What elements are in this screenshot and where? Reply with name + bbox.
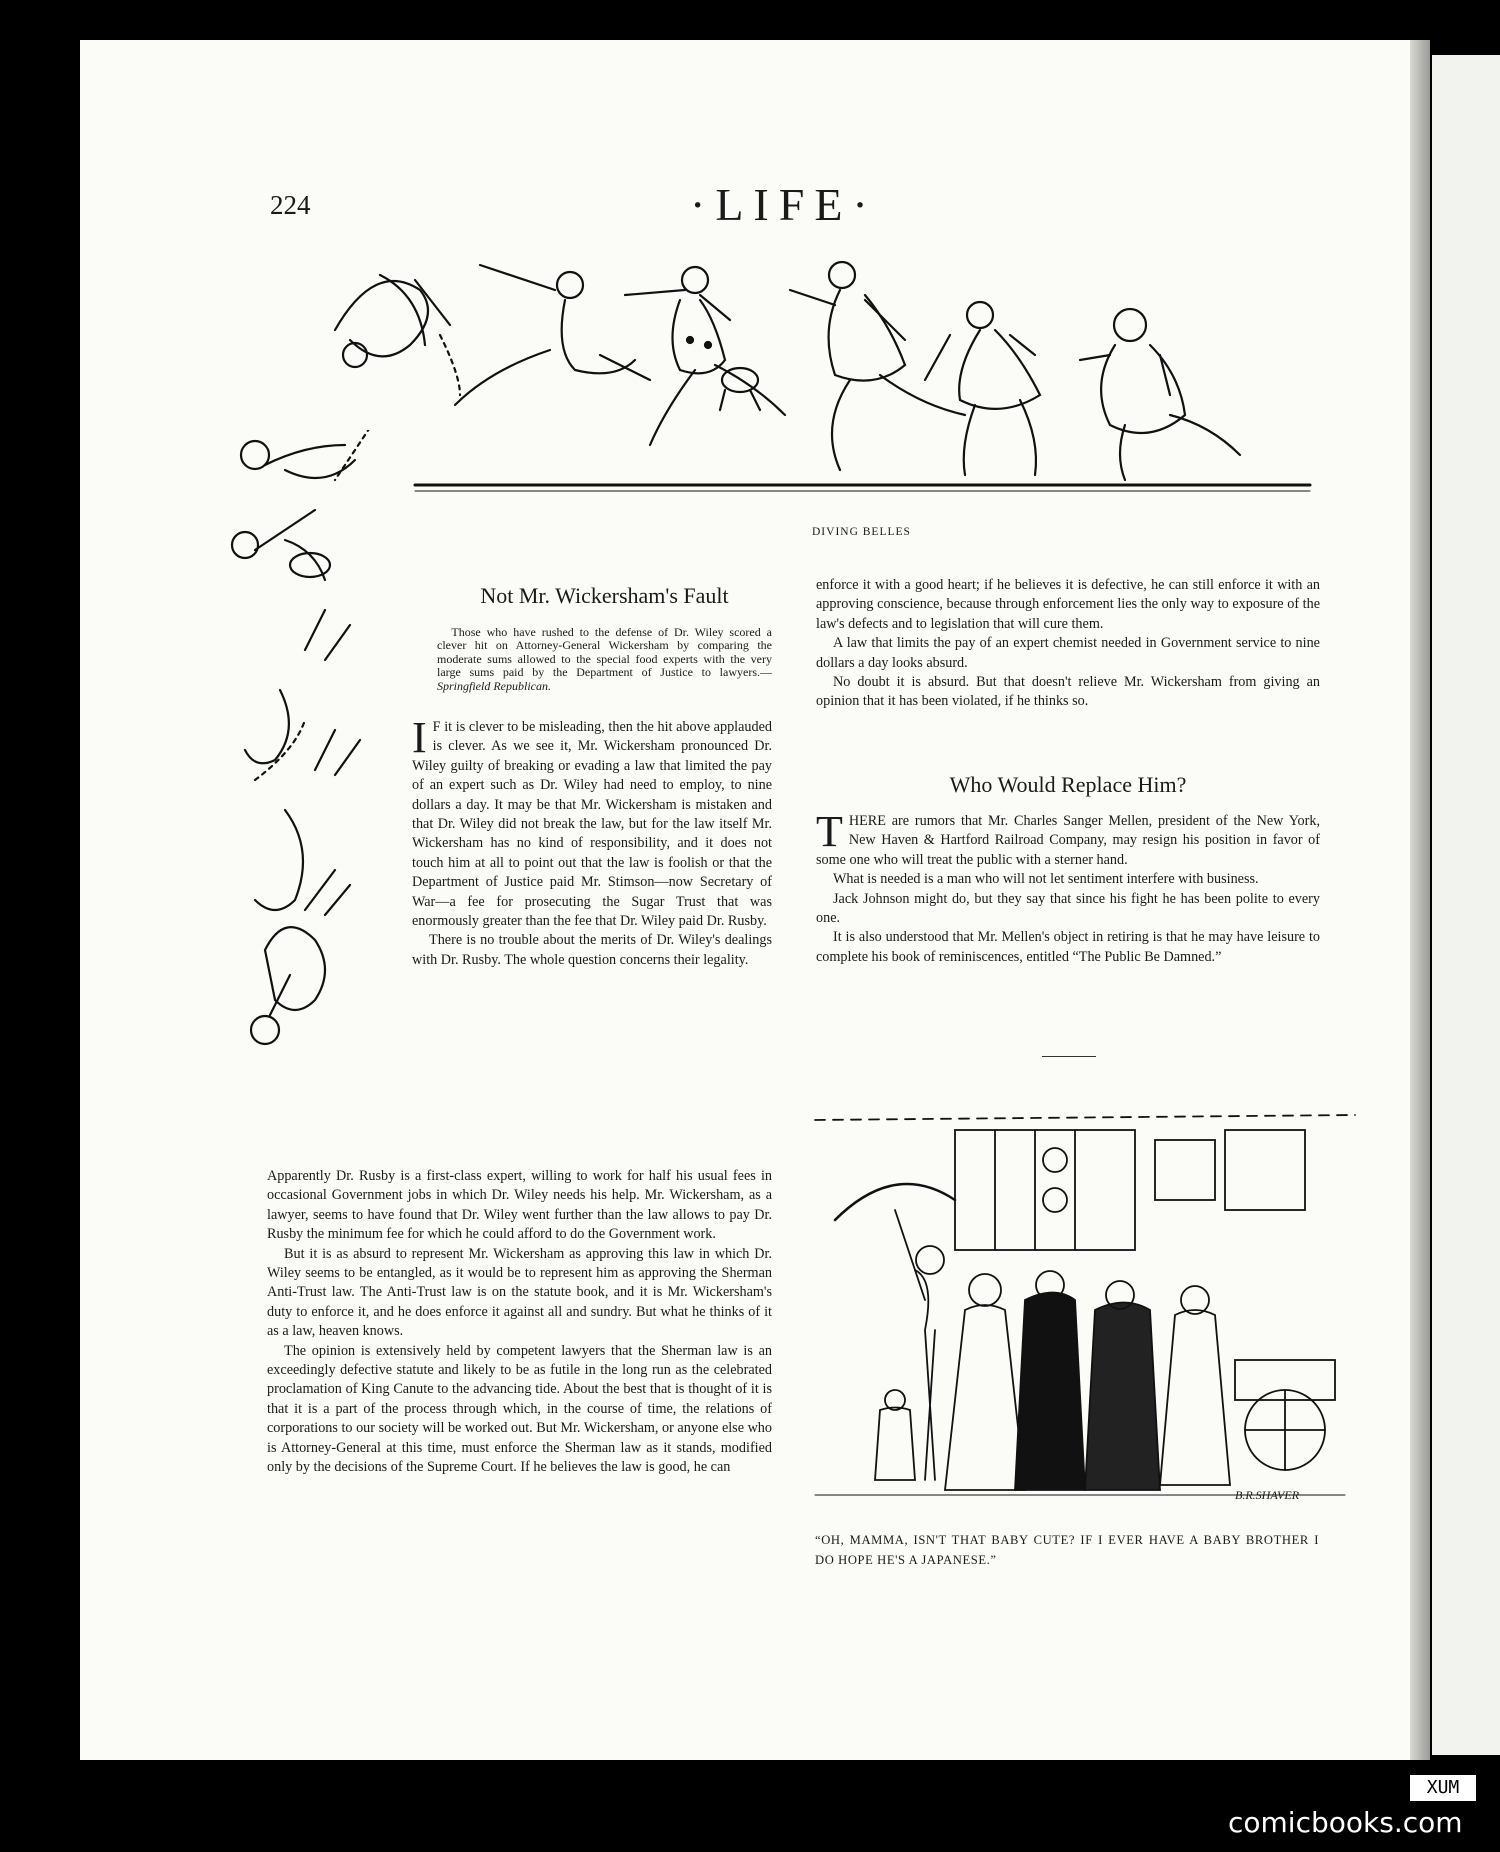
archive-badge: XUM [1410,1775,1476,1801]
artist-signature: B.R.SHAVER [1235,1488,1300,1502]
article-title: Not Mr. Wickersham's Fault [480,583,729,608]
page-gutter-shadow [1410,40,1430,1760]
epigraph-source: Springfield Republican. [437,678,551,693]
falling-divers-illustration [225,430,425,1110]
article-paragraph: Jack Johnson might do, but they say that since his fight he has been polite to every one. [816,890,1320,927]
diving-belles-illustration [320,245,1320,510]
article-paragraph: THERE are rumors that Mr. Charles Sanger Mellen, president of the New York, New Haven & Hartford Railroad Company, may resign his position in favor of some one who will treat the public with a sterner hand. [816,807,1320,868]
street-scene-illustration [795,1100,1365,1520]
article-paragraph: I F it is clever to be misleading, then the hit above applauded is clever. As we see it, Mr. Wickersham pronounced Dr. Wiley guilty of breaking or evading a law that limited the pay of an expert such as Dr. Wiley had need to employ, to nine dollars a day. It may be that Mr. Wickersham is mistaken and that Dr. Wiley did not break the law, but for the law itself Mr. Wickersham has no kind of responsibility, and it does not touch him at all to point out that the law is foolish or that the Department of Justice paid Mr. Stimson—now Secretary of War—a fee for prosecuting the Sugar Trust that was enormously greater than the fee that Dr. Wiley paid Dr. Rusby. [412,713,772,930]
article-epigraph [437,626,772,693]
article-paragraph: There is no trouble about the merits of Dr. Wiley's dealings with Dr. Rusby. The whole question concerns their legality. [412,932,772,968]
epigraph-text: Those who have rushed to the defense of Dr. Wiley scored a clever hit on Attorney-General Wickersham by comparing the moderate sums allowed to the special food experts with the very large sums paid by the Department of Justice to lawyers.— [437,625,772,680]
article-paragraph: But it is as absurd to represent Mr. Wickersham as approving this law in which Dr. Wiley seems to be entangled, as it would be to represent him as approving the Sherman Anti-Trust law. The Anti-Trust law is on the statute book, and it is Mr. Wickersham's duty to enforce it, and he does enforce it against all and sundry. But what he thinks of it as a law, heaven knows. [267,1245,772,1340]
article-column-right [816,576,1320,712]
article-paragraph: It is also understood that Mr. Mellen's object in retiring is that he may have leisure to complete his book of reminiscences, entitled “The Public Be Damned.” [816,929,1320,965]
article-paragraph: No doubt it is absurd. But that doesn't relieve Mr. Wickersham from giving an opinion that it has been violated, if he thinks so. [816,674,1320,710]
article-paragraph: enforce it with a good heart; if he believes it is defective, he can still enforce it with an approving conscience, because through enforcement lies the only way to exposure of the law's defects and to legislation that will cure them. [816,577,1320,632]
top-illustration-caption: DIVING BELLES [812,526,911,538]
illustration-caption: “OH, MAMMA, ISN'T THAT BABY CUTE? IF I EVER HAVE A BABY BROTHER I DO HOPE HE'S A JAPANESE.” [815,1533,1319,1567]
article-paragraph: A law that limits the pay of an expert chemist needed in Government service to nine dollars a day looks absurd. [816,635,1320,671]
site-watermark: comicbooks.com [1228,1806,1463,1839]
page-number: 224 [270,190,311,220]
facing-page-edge [1432,55,1500,1755]
article-column-left-upper [412,713,772,970]
article-paragraph: What is needed is a man who will not let sentiment interfere with business. [833,871,1259,888]
section-divider [1042,1056,1096,1057]
magazine-title: ·LIFE· [690,179,878,230]
article-column-left-lower [267,1167,772,1478]
drop-cap: T [816,807,843,856]
article-paragraph: The opinion is extensively held by competent lawyers that the Sherman law is an exceedingly defective statute and likely to be as futile in the long run as the celebrated proclamation of King Canute to the advancing tide. About the best that is thought of it is that it is a part of the process through which, in the course of time, the relations of corporations to our society will be worked out. But Mr. Wickersham, or anyone else who is Attorney-General at this time, must enforce the Sherman law as it stands, modified only by the decisions of the Supreme Court. If he believes the law is good, he can [267,1342,772,1476]
drop-cap: I [412,713,427,762]
article-paragraph: Apparently Dr. Rusby is a first-class expert, willing to work for half his usual fees in occasional Government jobs in which Dr. Wiley needs his help. Mr. Wickersham, as a lawyer, seems to have found that Dr. Wiley went further than the law allows to pay Dr. Rusby the minimum fee for which he could afford to do the Government work. [267,1168,772,1243]
article-title: Who Would Replace Him? [949,772,1187,797]
article-column-right-2 [816,807,1320,967]
